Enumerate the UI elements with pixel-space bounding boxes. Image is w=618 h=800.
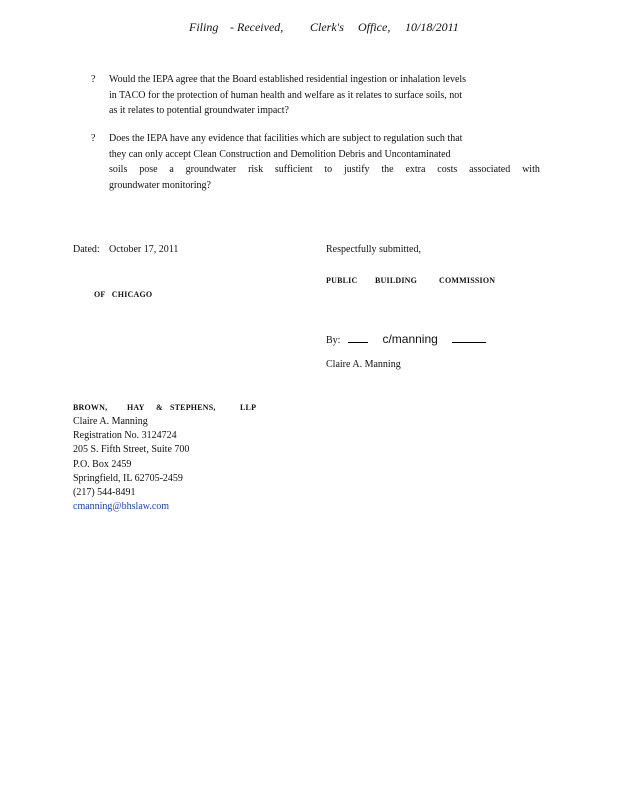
- question-1-line-3: as it relates to potential groundwater impact?: [109, 105, 289, 116]
- word: costs: [437, 164, 458, 175]
- signature-blank-left: [348, 332, 368, 343]
- firm-word-stephens: STEPHENS,: [170, 403, 216, 412]
- electronic-signature: c/manning: [382, 332, 438, 346]
- header-clerks: Clerk's: [310, 20, 344, 34]
- firm-word-llp: LLP: [240, 403, 257, 412]
- registration-number: Registration No. 3124724: [73, 430, 177, 442]
- question-1-line-2: in TACO for the protection of human health and welfare as it relates to surface soils, not: [109, 89, 463, 101]
- question-1: [91, 72, 467, 119]
- header-office: Office,: [358, 20, 391, 34]
- question-2-marker: ?: [91, 133, 96, 144]
- word: associated: [469, 164, 511, 175]
- firm-word-brown: BROWN,: [73, 403, 108, 412]
- word: groundwater: [185, 164, 237, 175]
- signature-line: [326, 330, 486, 348]
- phone-number: (217) 544-8491: [73, 487, 136, 499]
- question-1-line-1: Would the IEPA agree that the Board established residential ingestion or inhalation levels: [109, 74, 467, 85]
- word: extra: [405, 164, 426, 175]
- firm-address-block: [73, 415, 189, 514]
- header-filing: Filing: [189, 20, 219, 34]
- word: sufficient: [274, 164, 313, 175]
- org-word-public: PUBLIC: [326, 276, 358, 285]
- header-date: 10/18/2011: [405, 20, 459, 34]
- question-2: [91, 131, 540, 193]
- signer-name: Claire A. Manning: [326, 359, 401, 370]
- attorney-name: Claire A. Manning: [73, 416, 148, 427]
- by-label: By:: [326, 335, 341, 346]
- street-address: 205 S. Fifth Street, Suite 700: [73, 444, 190, 456]
- dated-value: October 17, 2011: [109, 244, 179, 255]
- question-2-line-1: Does the IEPA have any evidence that facilities which are subject to regulation such that: [109, 133, 463, 144]
- city-state-zip: Springfield, IL 62705-2459: [73, 472, 183, 484]
- signature-blank-right: [452, 332, 486, 343]
- question-1-marker: ?: [91, 74, 96, 85]
- org-word-commission: COMMISSION: [439, 276, 496, 285]
- word: risk: [248, 164, 264, 175]
- respectfully-submitted: Respectfully submitted,: [326, 244, 421, 255]
- org-line-2: OF CHICAGO: [94, 290, 153, 299]
- org-word-building: BUILDING: [375, 276, 418, 285]
- word: justify: [343, 164, 370, 175]
- word: the: [381, 164, 394, 175]
- question-2-justified-line: [109, 162, 540, 178]
- word: with: [522, 164, 540, 175]
- firm-word-hay: HAY: [127, 403, 145, 412]
- header-received: - Received,: [230, 20, 284, 34]
- word: a: [169, 164, 174, 175]
- word: to: [324, 164, 333, 175]
- word: pose: [139, 164, 158, 175]
- firm-word-amp: &: [156, 403, 163, 412]
- word: soils: [109, 164, 128, 175]
- dated-label: Dated:: [73, 244, 100, 255]
- email-link[interactable]: cmanning@bhslaw.com: [73, 501, 170, 513]
- question-2-line-2: they can only accept Clean Construction and Demolition Debris and Uncontaminated: [109, 148, 451, 160]
- po-box: P.O. Box 2459: [73, 458, 132, 470]
- question-2-last-line: groundwater monitoring?: [109, 179, 211, 191]
